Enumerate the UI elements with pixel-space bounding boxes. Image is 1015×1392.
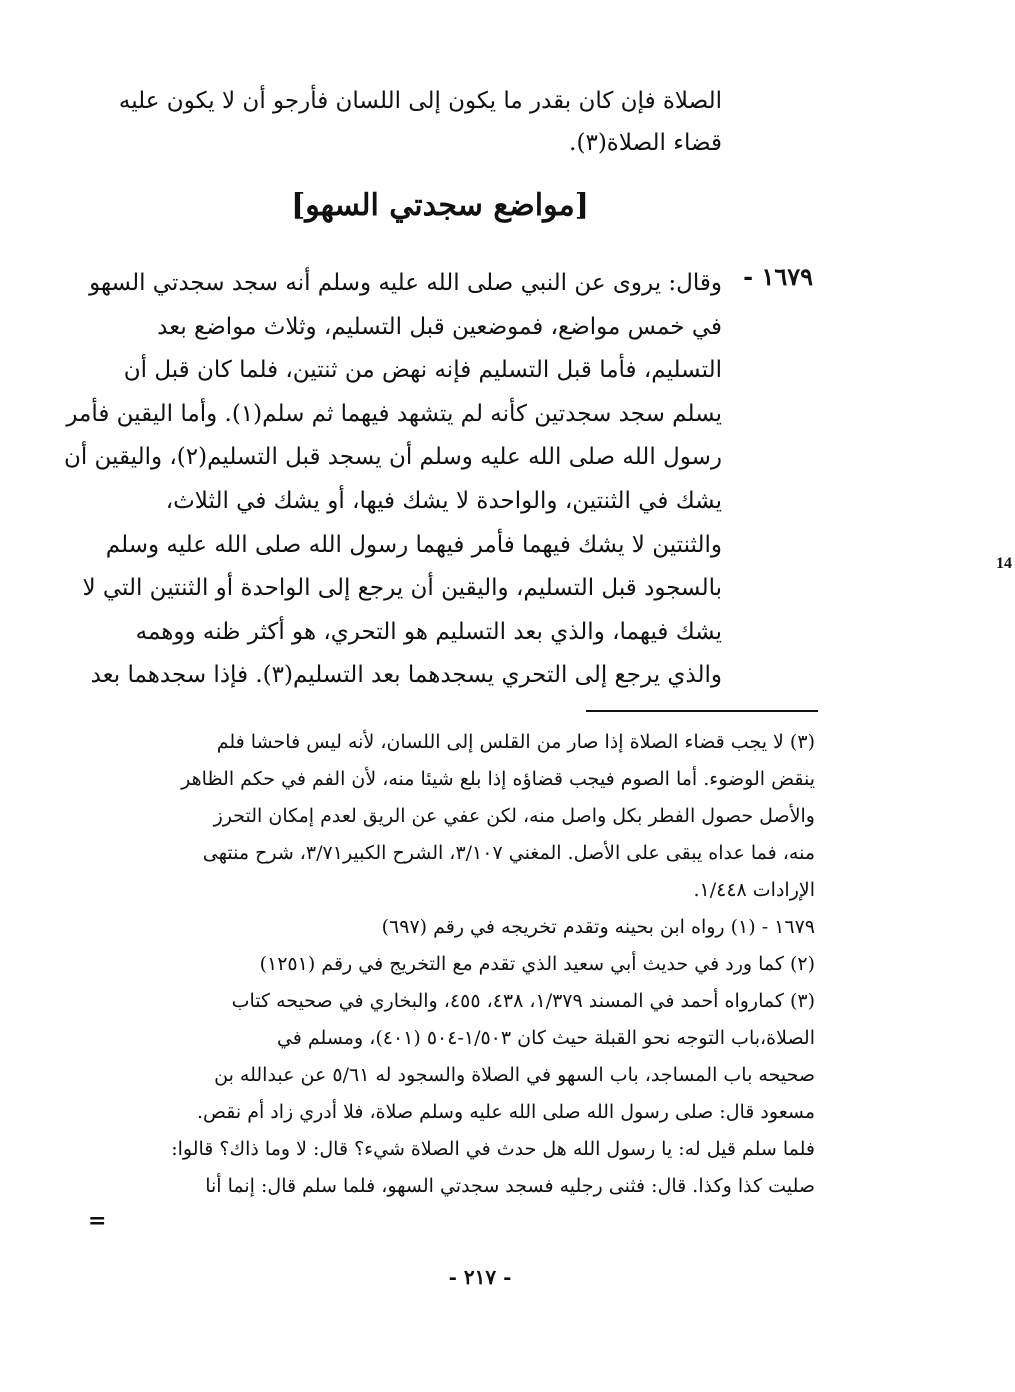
text-line: يشك فيهما، والذي بعد التسليم هو التحري، هو أكثر ظنه ووهمه bbox=[135, 618, 722, 645]
footnote-line: الصلاة،باب التوجه نحو القبلة حيث كان ١/٥٠٣-٥٠٤ (٤٠١)، ومسلم في bbox=[276, 1027, 815, 1049]
text-line: بالسجود قبل التسليم، واليقين أن يرجع إلى الواحدة أو الثنتين التي لا bbox=[82, 575, 722, 602]
footnote-line: (٣) لا يجب قضاء الصلاة إذا صار من القلس إلى اللسان، لأنه ليس فاحشا فلم bbox=[216, 731, 815, 753]
text-line: رسول الله صلى الله عليه وسلم أن يسجد قبل التسليم(٢)، واليقين أن bbox=[63, 444, 722, 471]
footnote-line: صليت كذا وكذا. قال: فثنى رجليه فسجد سجدتي السهو، فلما سلم قال: إنما أنا bbox=[205, 1175, 815, 1197]
footnote-line: والأصل حصول الفطر بكل واصل منه، لكن عفي عن الريق لعدم إمكان التحرز bbox=[213, 805, 815, 827]
footnote-line: منه، فما عداه يبقى على الأصل. المغني ٣/١٠٧، الشرح الكبير٣/٧١، شرح منتهى bbox=[202, 842, 815, 864]
footnote-line: (٢) كما ورد في حديث أبي سعيد الذي تقدم مع التخريج في رقم (١٢٥١) bbox=[259, 953, 815, 975]
footnotes bbox=[115, 724, 815, 1205]
footnote-line: فلما سلم قيل له: يا رسول الله هل حدث في الصلاة شيء؟ قال: لا وما ذاك؟ قالوا: bbox=[171, 1138, 815, 1160]
text-line: في خمس مواضع، فموضعين قبل التسليم، وثلاث مواضع بعد bbox=[157, 313, 722, 340]
footnote-divider bbox=[586, 710, 818, 712]
footnote-line: الإرادات ١/٤٤٨. bbox=[693, 879, 815, 901]
footnote-line: (٣) كمارواه أحمد في المسند ١/٣٧٩، ٤٣٨، ٤٥٥، والبخاري في صحيحه كتاب bbox=[231, 990, 815, 1012]
top-continuation-text bbox=[102, 80, 722, 164]
text-line: يسلم سجد سجدتين كأنه لم يتشهد فيهما ثم سلم(١). وأما اليقين فأمر bbox=[66, 400, 722, 427]
continuation-mark: = bbox=[88, 1208, 107, 1234]
margin-page-marker: 14 bbox=[996, 555, 1012, 572]
text-line: والذي يرجع إلى التحري يسجدهما بعد التسليم(٣). فإذا سجدهما بعد bbox=[90, 662, 722, 689]
text-line: وقال: يروى عن النبي صلى الله عليه وسلم أنه سجد سجدتي السهو bbox=[89, 270, 722, 296]
footnote-line: ينقض الوضوء. أما الصوم فيجب قضاؤه إذا بلع شيئا منه، لأن الفم في حكم الظاهر bbox=[181, 768, 815, 790]
text-line: قضاء الصلاة(٣). bbox=[569, 130, 722, 156]
hadith-number: ١٦٧٩ - bbox=[743, 262, 813, 291]
text-line: الصلاة فإن كان بقدر ما يكون إلى اللسان فأرجو أن لا يكون عليه bbox=[118, 88, 722, 114]
footnote-line: صحيحه باب المساجد، باب السهو في الصلاة والسجود له ٥/٦١ عن عبدالله بن bbox=[214, 1064, 815, 1086]
text-line: التسليم، فأما قبل التسليم فإنه نهض من ثنتين، فلما كان قبل أن bbox=[123, 357, 722, 384]
main-text bbox=[63, 262, 722, 698]
footnote-line: ١٦٧٩ - (١) رواه ابن بحينه وتقدم تخريجه في رقم (٦٩٧) bbox=[381, 916, 815, 938]
text-line: يشك في الثنتين، والواحدة لا يشك فيها، أو يشك في الثلاث، bbox=[165, 487, 722, 514]
page-number: - ٢١٧ - bbox=[448, 1265, 512, 1289]
text-line: والثنتين لا يشك فيهما فأمر فيهما رسول الله صلى الله عليه وسلم bbox=[105, 531, 722, 558]
section-heading: [مواضع سجدتي السهو] bbox=[291, 188, 589, 223]
footnote-line: مسعود قال: صلى رسول الله صلى الله عليه وسلم صلاة، فلا أدري زاد أم نقص. bbox=[196, 1101, 815, 1123]
